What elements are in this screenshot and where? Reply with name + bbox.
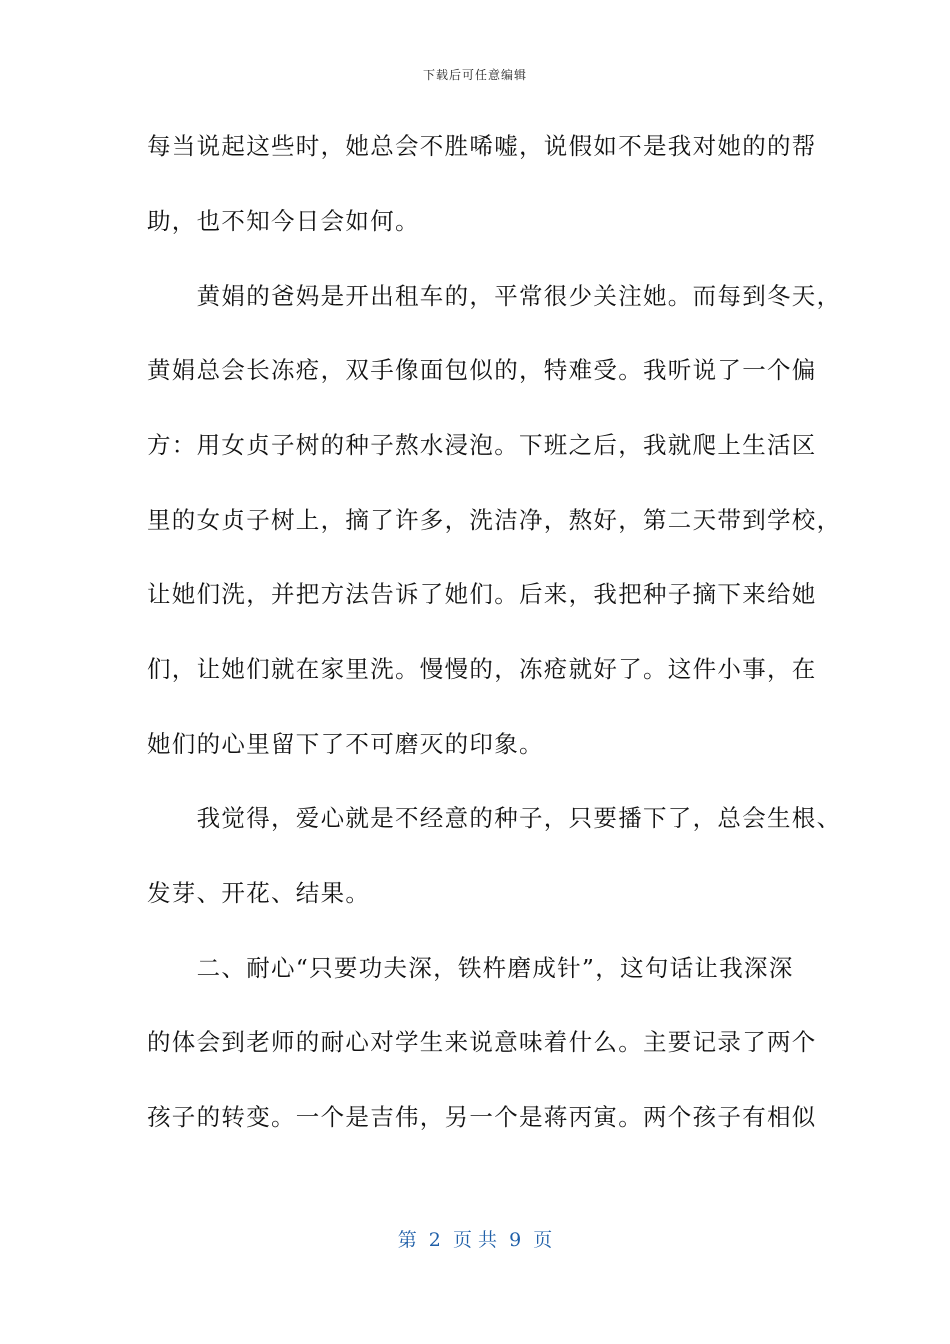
body-line: 的体会到老师的耐心对学生来说意味着什么。主要记录了两个 [147, 1028, 817, 1056]
body-line: 方：用女贞子树的种子熬水浸泡。下班之后，我就爬上生活区 [147, 431, 817, 459]
page-header: 下载后可任意编辑 [422, 68, 527, 82]
body-line: 助，也不知今日会如何。 [147, 207, 420, 235]
body-line: 里的女贞子树上，摘了许多，洗洁净，熬好，第二天带到学校， [147, 506, 842, 534]
body-line: 二、耐心“只要功夫深，铁杵磨成针”，这句话让我深深 [147, 954, 794, 982]
page-number-footer: 第 2 页 共 9 页 [397, 1229, 553, 1251]
body-line: 发芽、开花、结果。 [147, 879, 371, 907]
body-line: 孩子的转变。一个是吉伟，另一个是蒋丙寅。两个孩子有相似 [147, 1103, 817, 1131]
body-line: 让她们洗，并把方法告诉了她们。后来，我把种子摘下来给她 [147, 580, 817, 608]
body-line: 每当说起这些时，她总会不胜唏嘘，说假如不是我对她的的帮 [147, 132, 817, 160]
body-line: 黄娟总会长冻疮，双手像面包似的，特难受。我听说了一个偏 [147, 356, 817, 384]
body-line: 们，让她们就在家里洗。慢慢的，冻疮就好了。这件小事，在 [147, 655, 817, 683]
body-line: 我觉得，爱心就是不经意的种子，只要播下了，总会生根、 [147, 804, 842, 832]
body-line: 黄娟的爸妈是开出租车的，平常很少关注她。而每到冬天， [147, 282, 842, 310]
body-line: 她们的心里留下了不可磨灭的印象。 [147, 730, 544, 758]
